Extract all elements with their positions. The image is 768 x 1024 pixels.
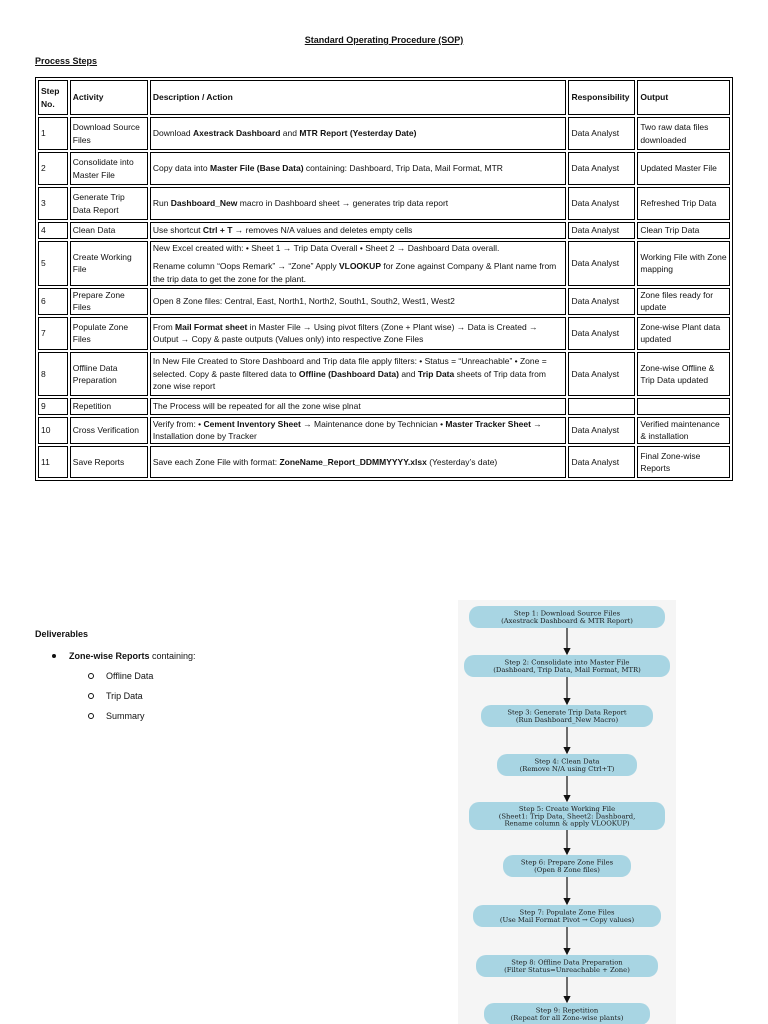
flow-node-text: Step 7: Populate Zone Files bbox=[519, 908, 615, 917]
flowchart-canvas bbox=[458, 600, 676, 1024]
cell-step-no: 11 bbox=[38, 446, 68, 478]
document-title: Standard Operating Procedure (SOP) bbox=[304, 35, 464, 45]
table-row bbox=[38, 398, 730, 415]
cell-activity: Cross Verification bbox=[70, 417, 148, 444]
table-header-row bbox=[38, 80, 730, 115]
flow-step-4 bbox=[497, 754, 637, 776]
table-body bbox=[38, 117, 730, 478]
cell-description: From Mail Format sheet in Master File → Using pivot filters (Zone + Plant wise) → Data is Created → Output → Copy & paste outputs (Values only) into respective Zone Files bbox=[150, 317, 567, 350]
flow-node-text: (Sheet1: Trip Data, Sheet2: Dashboard, bbox=[498, 812, 636, 821]
cell-description: In New File Created to Store Dashboard and Trip data file apply filters: • Status = “Unreachable” • Zone = selected. Copy & paste filtered data to Offline (Dashboard Data) and Trip Data sheets of Trip data from zone wise report bbox=[150, 352, 567, 396]
table-row bbox=[38, 117, 730, 150]
flow-node-text: (Repeat for all Zone-wise plants) bbox=[510, 1014, 624, 1022]
cell-output: Clean Trip Data bbox=[637, 222, 730, 239]
table-row bbox=[38, 317, 730, 350]
cell-output: Two raw data files downloaded bbox=[637, 117, 730, 150]
cell-responsibility: Data Analyst bbox=[568, 117, 635, 150]
cell-responsibility: Data Analyst bbox=[568, 317, 635, 350]
cell-step-no: 1 bbox=[38, 117, 68, 150]
cell-activity: Offline Data Preparation bbox=[70, 352, 148, 396]
flow-node-text: Step 6: Prepare Zone Files bbox=[520, 858, 614, 867]
cell-description: Use shortcut Ctrl + T → removes N/A values and deletes empty cells bbox=[150, 222, 567, 239]
sub-item-summary bbox=[88, 711, 196, 721]
header-responsibility: Responsibility bbox=[568, 80, 635, 115]
deliverables-list bbox=[52, 651, 196, 721]
header-activity: Activity bbox=[70, 80, 148, 115]
cell-description: The Process will be repeated for all the zone wise plnat bbox=[150, 398, 567, 415]
flow-node-text: Step 9: Repetition bbox=[535, 1006, 599, 1015]
cell-step-no: 7 bbox=[38, 317, 68, 350]
flow-step-5 bbox=[469, 802, 665, 830]
table-row bbox=[38, 187, 730, 220]
cell-description: Verify from: • Cement Inventory Sheet → Maintenance done by Technician • Master Tracker Sheet → Installation done by Tracker bbox=[150, 417, 567, 444]
cell-responsibility: Data Analyst bbox=[568, 288, 635, 315]
cell-step-no: 4 bbox=[38, 222, 68, 239]
cell-description: Open 8 Zone files: Central, East, North1, North2, South1, South2, West1, West2 bbox=[150, 288, 567, 315]
cell-activity: Consolidate into Master File bbox=[70, 152, 148, 185]
table-row bbox=[38, 417, 730, 444]
flow-step-8 bbox=[476, 955, 658, 977]
flow-step-7 bbox=[473, 905, 661, 927]
flow-step-3 bbox=[481, 705, 653, 727]
flow-node-text: Step 3: Generate Trip Data Report bbox=[507, 708, 627, 717]
bullet-icon bbox=[52, 654, 56, 658]
table-row bbox=[38, 222, 730, 239]
cell-responsibility: Data Analyst bbox=[568, 352, 635, 396]
cell-responsibility: Data Analyst bbox=[568, 446, 635, 478]
circle-bullet-icon bbox=[88, 673, 94, 679]
table-row bbox=[38, 352, 730, 396]
circle-bullet-icon bbox=[88, 693, 94, 699]
cell-description: Download Axestrack Dashboard and MTR Report (Yesterday Date) bbox=[150, 117, 567, 150]
cell-step-no: 2 bbox=[38, 152, 68, 185]
cell-responsibility: Data Analyst bbox=[568, 222, 635, 239]
cell-activity: Create Working File bbox=[70, 241, 148, 286]
table-row bbox=[38, 241, 730, 286]
cell-output: Working File with Zone mapping bbox=[637, 241, 730, 286]
cell-responsibility: Data Analyst bbox=[568, 417, 635, 444]
circle-bullet-icon bbox=[88, 713, 94, 719]
flow-node-text: (Filter Status=Unreachable + Zone) bbox=[504, 966, 630, 974]
flow-node-text: Step 2: Consolidate into Master File bbox=[504, 658, 630, 667]
cell-step-no: 5 bbox=[38, 241, 68, 286]
cell-activity: Prepare Zone Files bbox=[70, 288, 148, 315]
table-row bbox=[38, 446, 730, 478]
flow-step-9 bbox=[484, 1003, 650, 1024]
sub-item-trip-data bbox=[88, 691, 196, 701]
sub-item-label: Trip Data bbox=[106, 691, 143, 701]
flow-node-text: (Dashboard, Trip Data, Mail Format, MTR) bbox=[493, 666, 641, 674]
cell-activity: Generate Trip Data Report bbox=[70, 187, 148, 220]
cell-output: Zone-wise Offline & Trip Data updated bbox=[637, 352, 730, 396]
cell-output: Zone files ready for update bbox=[637, 288, 730, 315]
deliverables-title: Deliverables bbox=[35, 629, 89, 639]
cell-output: Verified maintenance & installation bbox=[637, 417, 730, 444]
sub-item-label: Offline Data bbox=[106, 671, 154, 681]
cell-responsibility bbox=[568, 398, 635, 415]
cell-description: Run Dashboard_New macro in Dashboard sheet → generates trip data report bbox=[150, 187, 567, 220]
flow-node-text: (Remove N/A using Ctrl+T) bbox=[519, 765, 615, 773]
flow-step-6 bbox=[503, 855, 631, 877]
flow-node-text: Rename column & apply VLOOKUP) bbox=[504, 819, 630, 828]
flow-step-1 bbox=[469, 606, 665, 628]
flow-node-text: (Use Mail Format Pivot → Copy values) bbox=[499, 916, 635, 924]
flow-node-text: (Run Dashboard_New Macro) bbox=[515, 716, 619, 724]
table-row bbox=[38, 288, 730, 315]
process-flowchart bbox=[458, 600, 676, 1024]
cell-step-no: 8 bbox=[38, 352, 68, 396]
flow-node-text: (Axestrack Dashboard & MTR Report) bbox=[501, 617, 633, 625]
deliverable-item-bold: Zone-wise Reports bbox=[69, 651, 150, 661]
cell-output: Final Zone-wise Reports bbox=[637, 446, 730, 478]
cell-output: Zone-wise Plant data updated bbox=[637, 317, 730, 350]
cell-responsibility: Data Analyst bbox=[568, 241, 635, 286]
sop-table bbox=[35, 77, 733, 481]
cell-output bbox=[637, 398, 730, 415]
cell-activity: Download Source Files bbox=[70, 117, 148, 150]
header-output: Output bbox=[637, 80, 730, 115]
flow-step-2 bbox=[464, 655, 670, 677]
cell-description: Copy data into Master File (Base Data) containing: Dashboard, Trip Data, Mail Format, MTR bbox=[150, 152, 567, 185]
flow-node-text: Step 8: Offline Data Preparation bbox=[511, 958, 623, 967]
cell-activity: Save Reports bbox=[70, 446, 148, 478]
cell-output: Updated Master File bbox=[637, 152, 730, 185]
cell-description: New Excel created with: • Sheet 1 → Trip Data Overall • Sheet 2 → Dashboard Data overall. Rename column “Oops Remark” → “Zone” Apply VLOOKUP for Zone against Company & Plant name from the trip data to get the zone for the plant. bbox=[150, 241, 567, 286]
cell-description: Save each Zone File with format: ZoneName_Report_DDMMYYYY.xlsx (Yesterday’s date) bbox=[150, 446, 567, 478]
cell-activity: Repetition bbox=[70, 398, 148, 415]
deliverable-item-text: containing: bbox=[149, 651, 196, 661]
deliverable-item bbox=[52, 651, 196, 661]
cell-responsibility: Data Analyst bbox=[568, 152, 635, 185]
header-step-no: Step No. bbox=[38, 80, 68, 115]
flow-node-text: (Open 8 Zone files) bbox=[534, 866, 600, 874]
cell-step-no: 6 bbox=[38, 288, 68, 315]
cell-activity: Populate Zone Files bbox=[70, 317, 148, 350]
flow-node-text: Step 5: Create Working File bbox=[518, 804, 616, 813]
cell-step-no: 9 bbox=[38, 398, 68, 415]
sub-item-offline-data bbox=[88, 671, 196, 681]
cell-step-no: 3 bbox=[38, 187, 68, 220]
section-title-process-steps: Process Steps bbox=[35, 56, 98, 66]
cell-step-no: 10 bbox=[38, 417, 68, 444]
cell-responsibility: Data Analyst bbox=[568, 187, 635, 220]
flow-node-text: Step 4: Clean Data bbox=[534, 757, 600, 766]
sub-item-label: Summary bbox=[106, 711, 145, 721]
flow-node-text: Step 1: Download Source Files bbox=[513, 609, 621, 618]
cell-output: Refreshed Trip Data bbox=[637, 187, 730, 220]
header-description: Description / Action bbox=[150, 80, 567, 115]
deliverable-sublist bbox=[88, 671, 196, 721]
cell-activity: Clean Data bbox=[70, 222, 148, 239]
table-row bbox=[38, 152, 730, 185]
